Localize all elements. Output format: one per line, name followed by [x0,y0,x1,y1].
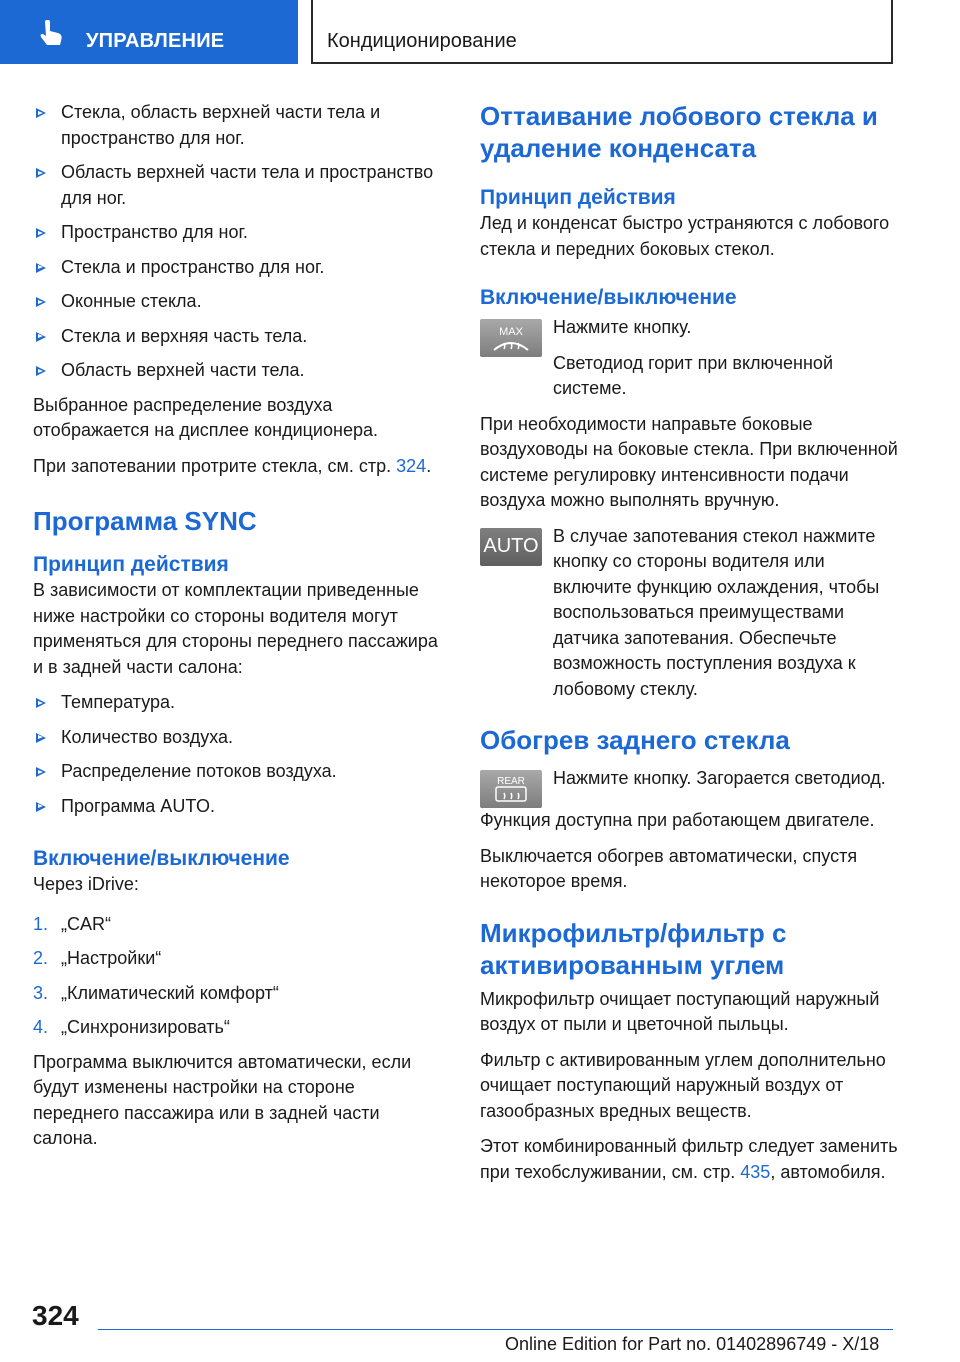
list-item: Пространство для ног. [33,220,443,246]
auto-button[interactable] [480,528,542,566]
paragraph [480,1134,900,1185]
list-item: Стекла, область верхней части тела и пространство для ног. [33,100,443,151]
list-item: Область верхней части тела. [33,358,443,384]
auto-button-row [480,524,900,703]
list-item: 2. „Настройки“ [33,948,162,968]
paragraph-text: Этот комбинированный фильтр следует заменить при техобслуживании, см. стр. [480,1136,898,1182]
chapter-title: Кондиционирование [327,30,517,52]
max-button-row [480,315,900,402]
heading-sync: Программа SYNC [33,506,257,536]
heading-filter: Микрофильтр/фильтр с активированным углем [480,917,787,980]
paragraph: Выбранное распределение воздуха отображается на дисплее кондиционера. [33,394,378,440]
max-defrost-icon [486,322,536,354]
footer-divider [98,1329,893,1330]
paragraph: Нажмите кнопку. [553,317,692,337]
list-item: 1. „CAR“ [33,913,111,934]
heading-onoff: Включение/выключение [480,286,737,309]
heading-principle: Принцип действия [480,186,676,209]
paragraph-text: При запотевании протрите стекла, см. стр. [33,455,392,476]
rear-defrost-button[interactable] [480,770,542,808]
heading-rear-defrost: Обогрев заднего стекла [480,725,790,755]
paragraph: Лед и конденсат быстро устраняются с лобового стекла и передних боковых стекол. [480,213,890,259]
section-tab[interactable] [0,0,298,64]
page-number: 324 [32,1300,79,1331]
list-item: Программа AUTO. [33,794,443,820]
right-column [480,100,900,1195]
sync-settings-list [33,690,443,819]
list-item: Стекла и верхняя часть тела. [33,324,443,350]
heading-onoff: Включение/выключение [33,847,290,870]
paragraph: Выключается обогрев автоматически, спустя некоторое время. [480,845,858,891]
page-link-324[interactable]: 324 [396,455,427,476]
left-column [33,100,443,1162]
paragraph: Функция доступна при работающем двигателе. [480,810,875,830]
paragraph: Светодиод горит при включенной системе. [553,352,833,398]
list-item: 3. „Климатический комфорт“ [33,982,279,1003]
list-item: 4. „Синхронизировать“ [33,1017,230,1037]
heading-principle: Принцип действия [33,553,229,576]
paragraph-end: , автомобиля. [770,1161,886,1182]
list-item: Распределение потоков воздуха. [33,759,443,785]
airflow-modes-list [33,100,443,384]
section-title: УПРАВЛЕНИЕ [86,30,225,52]
paragraph-end: . [426,455,432,476]
hand-pointer-icon [36,20,66,48]
list-item: Количество воздуха. [33,725,443,751]
paragraph: Нажмите кнопку. Загорается светодиод. [553,768,886,788]
paragraph: Через iDrive: [33,874,139,894]
rear-defrost-icon [486,773,536,805]
paragraph: Фильтр с активированным углем дополнительно очищает поступающий наружный воздух от газообразных вредных веществ. [480,1049,886,1121]
paragraph: Микрофильтр очищает поступающий наружный воздух от пыли и цветочной пыльцы. [480,988,880,1034]
rear-label: REAR [497,776,525,787]
paragraph: В зависимости от комплектации приведенные ниже настройки со стороны водителя могут применяться для стороны переднего пассажира и в задней части салона: [33,580,438,677]
max-defrost-button[interactable] [480,319,542,357]
max-label: MAX [499,326,523,338]
list-item: Область верхней части тела и пространство для ног. [33,160,443,211]
paragraph: Программа выключится автоматически, если будут изменены настройки на стороне переднего пассажира или в задней части салона. [33,1051,412,1148]
heading-defrost: Оттаивание лобового стекла и удаление конденсата [480,101,878,163]
list-item: Температура. [33,690,443,716]
paragraph [33,454,443,480]
list-item: Оконные стекла. [33,289,443,315]
idrive-steps [33,912,443,1041]
edition-note: Online Edition for Part no. 01402896749 - X/18 [505,1334,880,1354]
paragraph: В случае запотевания стекол нажмите кнопку со стороны водителя или включите функцию охлаждения, чтобы воспользоваться преимуществами датчика запотевания. Обеспечьте возможность поступления воздуха к лобовому стеклу. [553,525,880,699]
paragraph: При необходимости направьте боковые воздуховоды на боковые стекла. При включенной системе регулировку интенсивности подачи воздуха можно выполнять вручную. [480,413,898,510]
chapter-header [311,0,893,64]
list-item: Стекла и пространство для ног. [33,255,443,281]
rear-button-row [480,766,900,808]
auto-label: AUTO [483,534,539,557]
page-link-435[interactable]: 435 [740,1161,771,1182]
